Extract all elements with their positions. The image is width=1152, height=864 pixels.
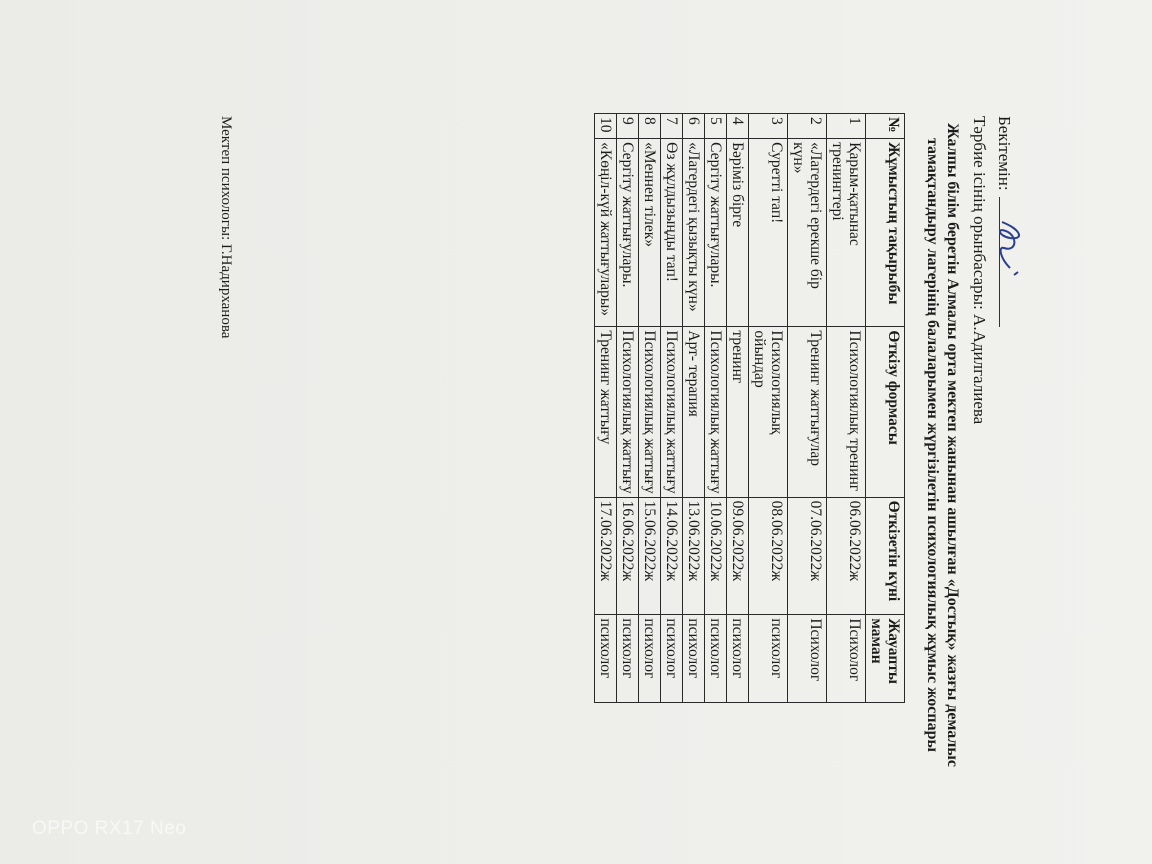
row-topic: «Меннен тілек» — [639, 139, 661, 327]
row-responsible: психолог — [705, 615, 727, 703]
row-form: Психологиялық жаттығу — [639, 327, 661, 497]
row-responsible: психолог — [661, 615, 683, 703]
col-number-header: № — [866, 114, 905, 139]
row-number: 1 — [827, 114, 866, 139]
table-row — [788, 114, 827, 703]
row-responsible: психолог — [749, 615, 788, 703]
table-row — [617, 114, 639, 703]
table-row — [727, 114, 749, 703]
plan-table — [594, 113, 905, 703]
row-form: Психологиялық тренинг — [827, 327, 866, 497]
table-row — [595, 114, 617, 703]
row-date: 07.06.2022ж — [788, 497, 827, 615]
table-row — [639, 114, 661, 703]
row-date: 10.06.2022ж — [705, 497, 727, 615]
row-form: Арт- терапия — [683, 327, 705, 497]
row-number: 7 — [661, 114, 683, 139]
table-header-row — [866, 114, 905, 703]
row-number: 2 — [788, 114, 827, 139]
row-responsible: психолог — [617, 615, 639, 703]
table-row — [705, 114, 727, 703]
row-topic: «Лагердегі ерекше бір күн» — [788, 139, 827, 327]
table-row — [749, 114, 788, 703]
table-row — [683, 114, 705, 703]
document-title: Жалпы білім беретін Алмалы орта мектеп жанынан ашылған «Достық» жазғы демалыс тамақтандыру лагерінің балаларымен жүргізілетін психологиялық жұмыс жоспары — [924, 123, 961, 767]
row-date: 09.06.2022ж — [727, 497, 749, 615]
row-form: Тренинг жаттығу — [595, 327, 617, 497]
row-date: 08.06.2022ж — [749, 497, 788, 615]
table-row — [661, 114, 683, 703]
row-topic: Сергіту жаттығулары. — [705, 139, 727, 327]
row-form: тренинг — [727, 327, 749, 497]
row-responsible: психолог — [727, 615, 749, 703]
row-date: 17.06.2022ж — [595, 497, 617, 615]
row-form: Психологиялық жаттығу — [617, 327, 639, 497]
row-topic: Өз жұлдызыңды тап! — [661, 139, 683, 327]
school-psychologist-line: Мектеп психологы: Г.Надирханова — [218, 116, 234, 339]
row-topic: «Лагердегі қызықты күн» — [683, 139, 705, 327]
table-row — [827, 114, 866, 703]
row-number: 10 — [595, 114, 617, 139]
row-topic: Суретті тап! — [749, 139, 788, 327]
row-responsible: психолог — [639, 615, 661, 703]
row-date: 16.06.2022ж — [617, 497, 639, 615]
row-form: Психологиялық жаттығу — [661, 327, 683, 497]
row-number: 8 — [639, 114, 661, 139]
col-topic-header: Жұмыстың тақырыбы — [866, 139, 905, 327]
handwritten-signature — [992, 218, 1028, 278]
row-responsible: психолог — [683, 615, 705, 703]
row-form: Тренинг жаттығулар — [788, 327, 827, 497]
approve-label: Бекітемін: — [995, 116, 1014, 191]
row-date: 14.06.2022ж — [661, 497, 683, 615]
row-form: Психологиялық ойындар — [749, 327, 788, 497]
row-form: Психологиялық жаттығу — [705, 327, 727, 497]
row-topic: Бәріміз бірге — [727, 139, 749, 327]
row-date: 15.06.2022ж — [639, 497, 661, 615]
col-date-header: Өткізетін күні — [866, 497, 905, 615]
camera-watermark: OPPO RX17 Neo — [32, 818, 187, 839]
col-responsible-header: Жауапты маман — [866, 615, 905, 703]
row-number: 5 — [705, 114, 727, 139]
row-date: 06.06.2022ж — [827, 497, 866, 615]
row-number: 3 — [749, 114, 788, 139]
row-topic: «Көңіл-күй жаттығулары» — [595, 139, 617, 327]
row-number: 4 — [727, 114, 749, 139]
col-form-header: Өткізу формасы — [866, 327, 905, 497]
row-responsible: психолог — [595, 615, 617, 703]
row-responsible: Психолог — [827, 615, 866, 703]
deputy-line: Тәрбие ісінің орынбасары: А.Адилгалиева — [970, 116, 989, 425]
row-topic: Қарым-қатынас тренингтері — [827, 139, 866, 327]
row-number: 6 — [683, 114, 705, 139]
row-topic: Сергіту жаттығулары. — [617, 139, 639, 327]
row-responsible: Психолог — [788, 615, 827, 703]
row-date: 13.06.2022ж — [683, 497, 705, 615]
row-number: 9 — [617, 114, 639, 139]
